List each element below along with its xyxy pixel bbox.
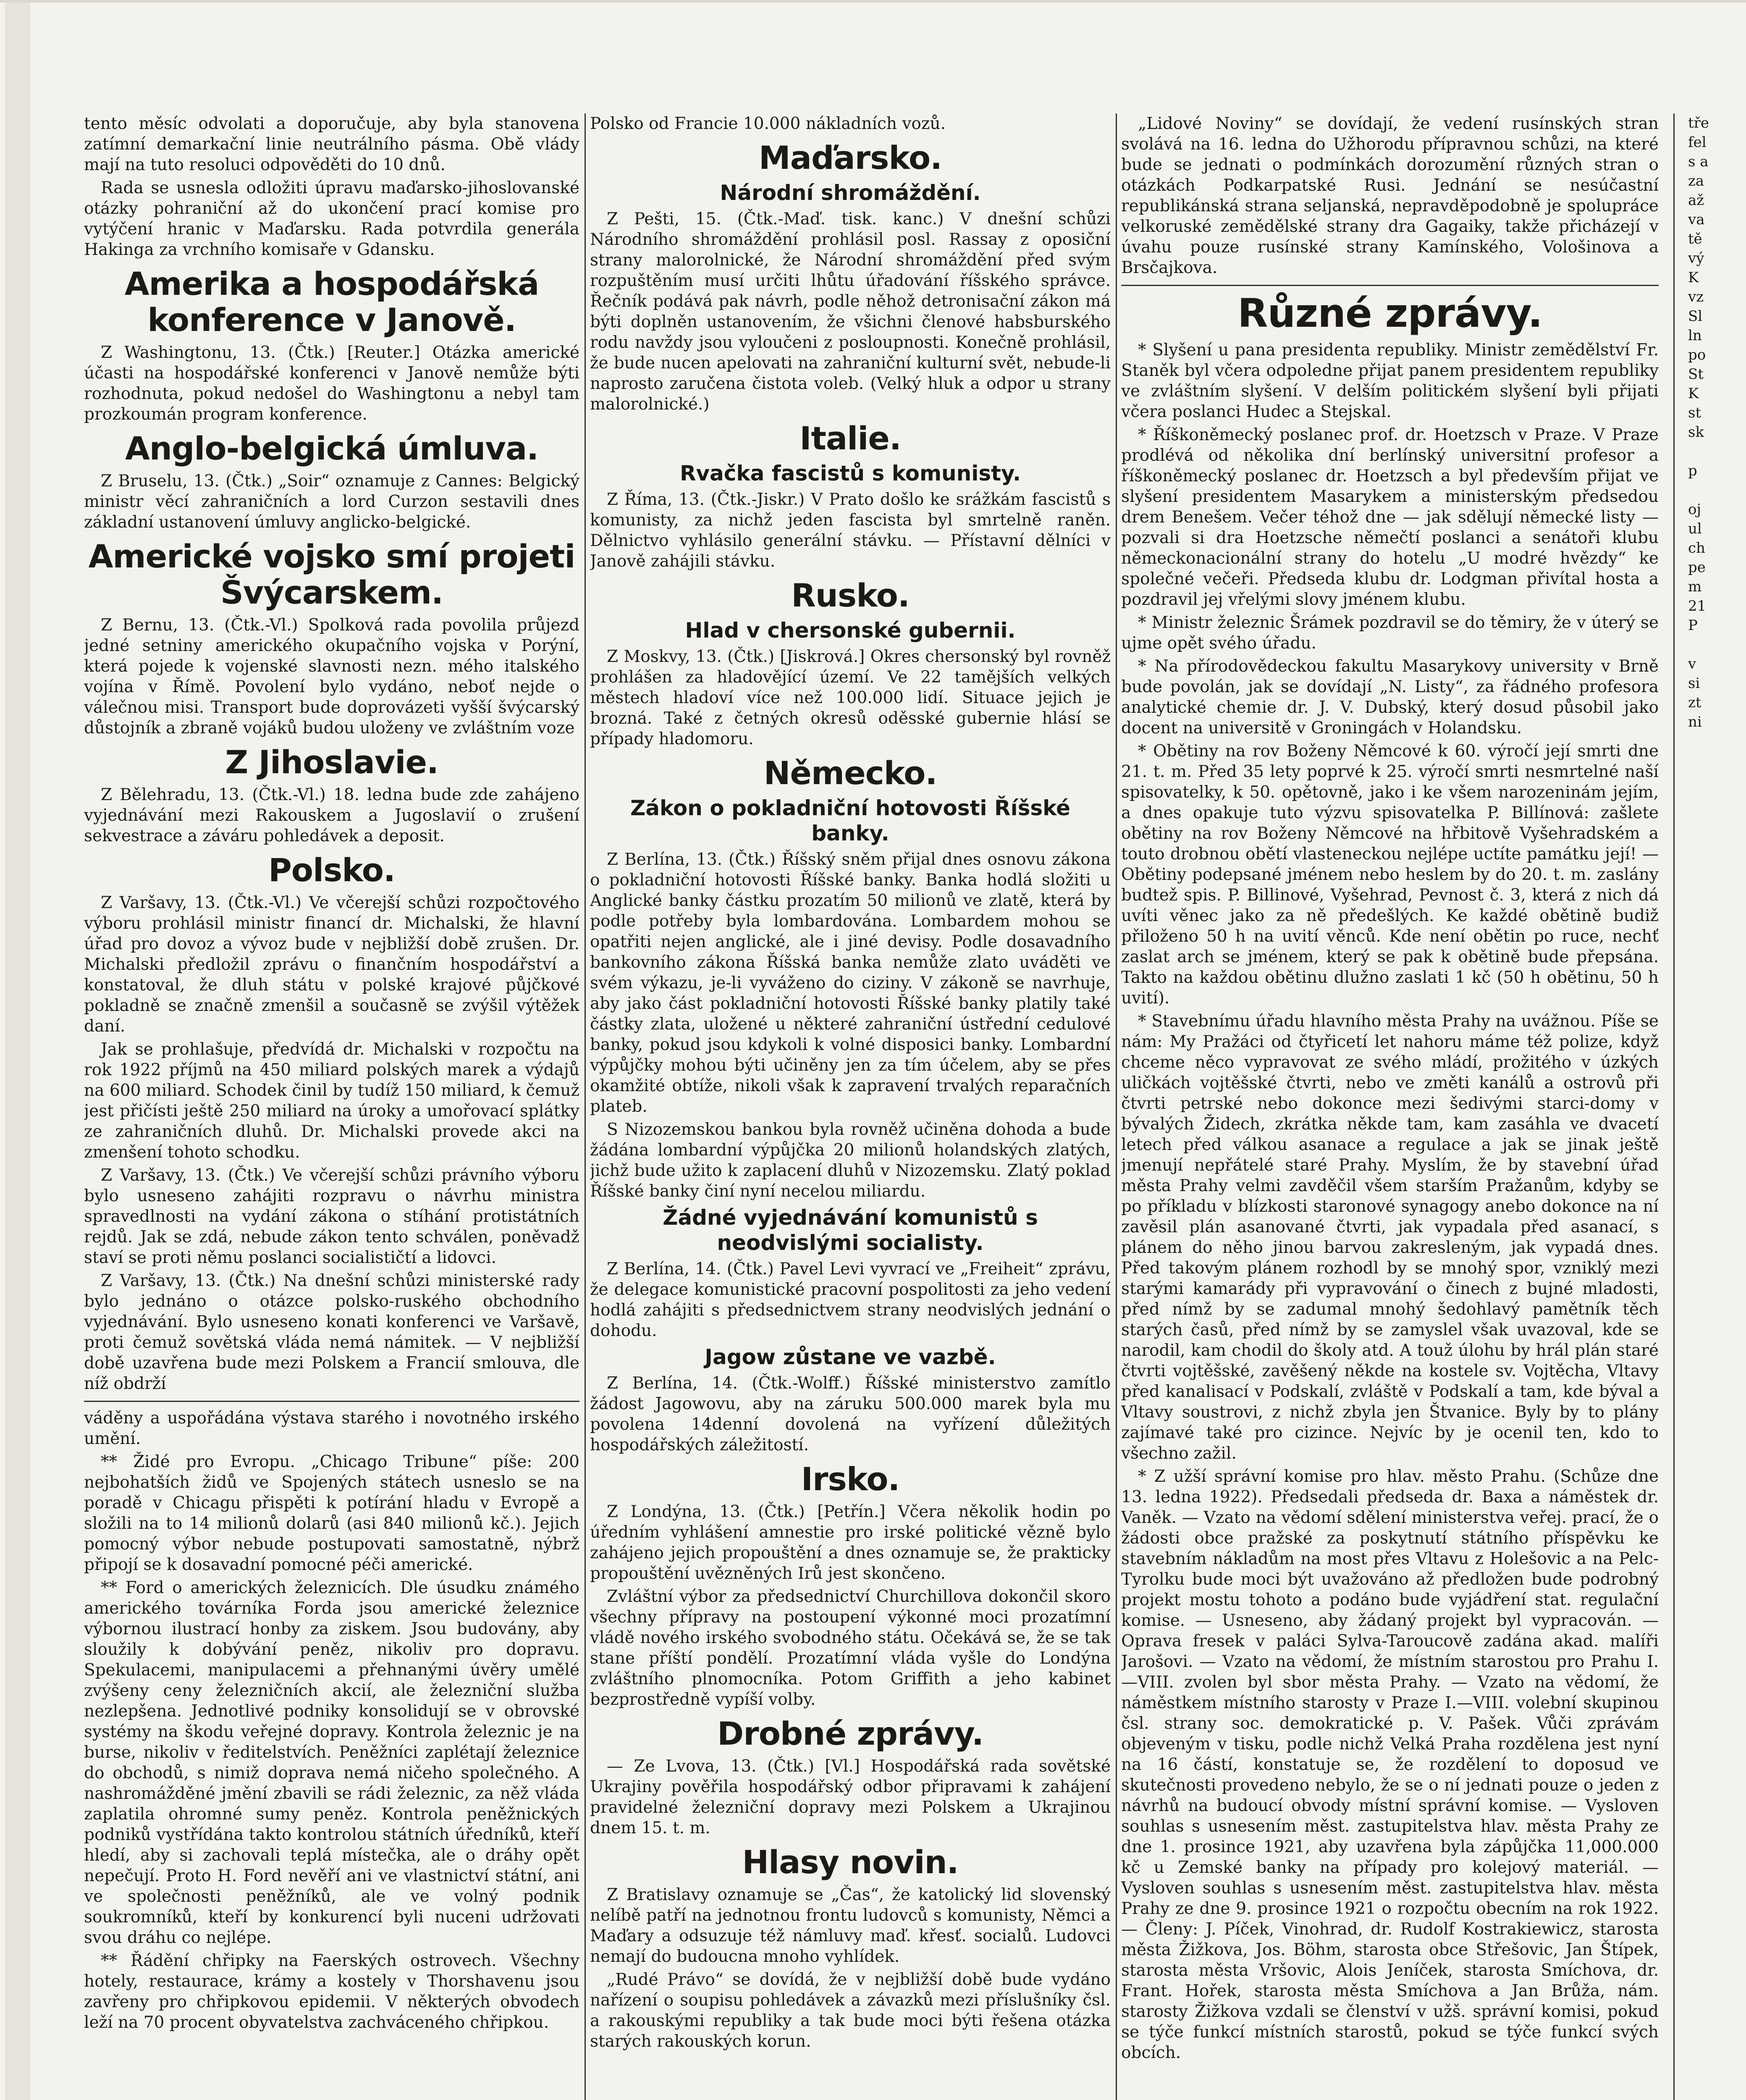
fragment-line — [1688, 1234, 1743, 1253]
fragment-line — [1688, 1717, 1743, 1736]
fragment-line — [1688, 1543, 1743, 1562]
fragment-line — [1688, 732, 1743, 751]
article-paragraph: Jak se prohlašuje, předvídá dr. Michalski v rozpočtu na rok 1922 příjmů na 450 miliard polských marek a výdajů na 600 miliard. Schodek činil by tudíž 150 miliard, k čemuž jest přičísti ještě 250 miliard na úroky a umořovací splátky ze zahraničních dluhů. Dr. Michalski provede akci na zmenšení tohoto schodku. — [84, 1040, 579, 1162]
fragment-line — [1688, 1099, 1743, 1118]
fragment-line — [1688, 1079, 1743, 1099]
article-paragraph: ** Ford o amerických železnicích. Dle úsudku známého amerického továrníka Forda jsou americké železnice výbornou ilustrací honby za ziskem. Jsou budovány, aby sloužily k dobývání peněz, nikoliv pro dopravu. Spekulacemi, manipulacemi a přehnanými úvěry umělé zvýšeny ceny železničních akcií, ale železniční služba nezlepšena. Jednotlivé podniky konsolidují se v obrovské systémy na škodu veřejné dopravy. Kontrola železnic je na burse, nikoliv v ředitelstvích. Peněžníci zaplétají železnice do obchodů, s nimiž doprava nemá ničeho společného. A nashromážděné jmění zbavili se rádi železnic, za něž vláda zaplatila ohromné sumy peněz. Kontrola peněžnických podniků vystřídána takto kontrolou státních úředníků, kteří hledí, aby si zachovali teplá místečka, ale o dráhy opět nepečují. Proto H. Ford nevěří ani ve vlastnictví státní, ani ve společnosti peněžníků, ale ve volný podnik soukromníků, kteří by konkurencí byli nuceni udržovati svou dráhu co nejlépe. — [84, 1578, 579, 1947]
article-paragraph: ** Židé pro Evropu. „Chicago Tribune“ píše: 200 nejbohatších židů ve Spojených státech usneslo se na poradě v Chicagu přispěti k potírání hladu v Evropě a složili na to 14 milionů dolarů (asi 840 milionů kč.). Jejich pomocný výbor nebude postupovati samostatně, nýbrž připojí se k dosavadní pomocné péči americké. — [84, 1452, 579, 1574]
fragment-line: s a — [1688, 153, 1709, 170]
column-3 — [1121, 113, 1659, 2100]
article-paragraph: Z Varšavy, 13. (Čtk.) Ve včerejší schůzi právního výboru bylo usneseno zahájiti rozpravu o návrhu ministra spravedlnosti na vydání zákona o stíhání protistátních rejdů. Jak se zdá, nebude zákon tento schválen, poněvadž staví se proti němu poslanci socialističtí a lidovci. — [84, 1166, 579, 1267]
fragment-line — [1688, 770, 1743, 790]
fragment-line: K — [1688, 269, 1699, 286]
fragment-line: tě — [1688, 231, 1702, 247]
headline-drobne-zpravy: Drobné zprávy. — [717, 1715, 983, 1752]
fragment-line: za — [1688, 173, 1704, 189]
fragment-line: St — [1688, 366, 1704, 383]
subheadline-hlad: Hlad v chersonské gubernii. — [685, 618, 1016, 643]
headline-irsko: Irsko. — [801, 1460, 900, 1498]
subheadline-zakon: Zákon o pokladniční hotovosti Říšské banky. — [630, 796, 1070, 845]
fragment-line — [1688, 1504, 1743, 1524]
fragment-line — [1688, 809, 1743, 828]
fragment-line — [1688, 1756, 1743, 1775]
fragment-line: fel — [1688, 134, 1707, 151]
article-paragraph: „Lidové Noviny“ se dovídají, že vedení rusínských stran svolává na 16. ledna do Užhorodu přípravnou schůzi, na které bude se jednati o podmínkách dorozumění různých stran o otázkách Podkarpatské Rusi. Jednání se nesúčastní republikánská strana seljanská, nepravděpodobně je spolupráce velkoruské zemědělské strany dra Gagaiky, takže přicházejí v úvahu pouze rusínské strany Kamínského, Vološinova a Brsčajkova. — [1121, 114, 1659, 277]
fragment-line — [1688, 2026, 1743, 2045]
fragment-line — [1688, 1872, 1743, 1891]
fragment-line — [1688, 828, 1743, 848]
column-1 — [84, 113, 579, 2100]
section-separator — [84, 1401, 579, 1402]
headline-americke-vojsko: Americké vojsko smí projeti Švýcarskem. — [88, 538, 575, 611]
section-separator — [1121, 285, 1659, 286]
article-paragraph: Polsko od Francie 10.000 nákladních vozů. — [590, 114, 946, 133]
fragment-line — [1688, 1833, 1743, 1852]
fragment-line: po — [1688, 346, 1706, 363]
headline-amerika: Amerika a hospodářská konference v Janově. — [124, 265, 539, 339]
fragment-line: Sl — [1688, 308, 1703, 325]
article-paragraph: * Z užší správní komise pro hlav. město Prahu. (Schůze dne 13. ledna 1922). Předsedali předseda dr. Baxa a náměstek dr. Vaněk. — Vzato na vědomí sdělení ministerstva veřej. prací, že o žádosti obce pražské za poskytnutí státního příspěvku ke stavebním nákladům na most přes Vltavu z Holešovic a na Pelc-Tyrolku bude moci být uvažováno až předložen bude podrobný projekt mostu tohoto a podáno bude vyjádření stat. regulační komise. — Usneseno, aby žádaný projekt byl vypracován. — Oprava fresek v paláci Sylva-Taroucově zadána akad. malíři Jarošovi. — Vzato na vědomí, že místním starostou pro Prahu I.—VIII. zvolen byl sbor města Prahy. — Vzato na vědomí, že náměstkem místního starosty v Praze I.—VIII. volební skupinou čsl. strany soc. demokratické p. V. Pašek. Vůči zprávám objeveným v tisku, podle nichž Velká Praha rozdělena jest nyní na 16 částí, konstatuje se, že rozdělení to doposud ve skutečnosti provedeno nebylo, že se o ní jednati pouze o jeden z návrhů na budoucí obvody místní správní komise. — Vysloven souhlas s usnesením měst. zastupitelstva hlav. města Prahy ze dne 1. prosince 1921, aby uzavřena byla zápůjčka 11,000.000 kč u Zemské banky na případy pro kolejový materiál. — Vysloven souhlas s usnesením měst. zastupitelstva hlav. města Prahy ze dne 9. prosince 1921 o rozpočtu obecním na rok 1922. — Členy: J. Píček, Vinohrad, dr. Rudolf Kostrakiewicz, starosta města Žižkova, Jos. Böhm, starosta obce Střešovic, Jan Štípek, starosta města Vršovic, Alois Jeníček, starosta Smíchova, dr. Frant. Hořek, starosta města Smíchova a Jan Brůža, nám. starosty Žižkova vzdali se členství v užš. správní komisi, pokud se týče funkcí místních starostů, pokud se týče funkcí svých obcích. — [1121, 1467, 1659, 2062]
fragment-line — [1688, 1485, 1743, 1504]
column-rule — [1116, 113, 1117, 2100]
article-paragraph: Z Washingtonu, 13. (Čtk.) [Reuter.] Otázka americké účasti na hospodářské konferenci v Janově nemůže býti rozhodnuta, pokud nedošel do Washingtonu a nebyl tam prozkoumán program konference. — [84, 343, 579, 424]
headline-ruzne-zpravy: Různé zprávy. — [1237, 291, 1542, 336]
article-paragraph: Z Bruselu, 13. (Čtk.) „Soir“ oznamuje z Cannes: Belgický ministr věcí zahraničních a lord Curzon sestavili dnes základní ustanovení úmluvy anglicko-belgické. — [84, 472, 579, 532]
article-paragraph: Z Pešti, 15. (Čtk.-Maď. tisk. kanc.) V dnešní schůzi Národního shromáždění prohlásil posl. Rassay z oposiční strany malorolnické, že Národní shromáždění před svým rozpuštěním musí určiti lhůtu úřadování říšského správce. Řečník podává pak návrh, podle něhož detronisační zákon má býti doplněn ustanovením, že všichni členové habsburského rodu navždy jsou vyloučeni z posloupnosti. Konečně prohlásil, že bude nucen apelovati na zahraniční kulturní svět, nebude-li naprosto zaručena čistota voleb. (Velký hluk a odpor u strany malorolnické.) — [590, 210, 1111, 414]
fragment-line — [1688, 1987, 1743, 2007]
fragment-line: m — [1688, 578, 1702, 595]
article-paragraph: Z Varšavy, 13. (Čtk.) Na dnešní schůzi ministerské rady bylo jednáno o otázce polsko-ruského obchodního vyjednávání. Bylo usneseno konati konferenci ve Varšavě, proti čemuž sovětská vláda nemá námitek. — V nejbližší době uzavřena bude mezi Polskem a Francií smlouva, dle níž obdrží — [84, 1271, 579, 1393]
fragment-line — [1688, 1582, 1743, 1601]
fragment-line — [1688, 1311, 1743, 1331]
fragment-line — [1688, 1929, 1743, 1949]
fragment-line — [1688, 1137, 1743, 1157]
article-paragraph: Z Říma, 13. (Čtk.-Jiskr.) V Prato došlo ke srážkám fascistů s komunisty, za nichž jeden fascista byl smrtelně raněn. Dělnictvo vyhlásilo generální stávku. — Přístavní dělníci v Janově zahájili stávku. — [590, 490, 1111, 571]
article-paragraph: * Říškoněmecký poslanec prof. dr. Hoetzsch v Praze. V Praze prodlévá od několika dní berlínský universitní profesor a říškoněmecký poslanec dr. Hoetzsch a byl především přijat ve slyšení presidentem Masarykem a ministerským předsedou drem Benešem. Večer téhož dne — jak sdělují německé listy — pozvali si dra Hoetzsche němečtí poslanci a senátoři klubu německonacionální strany do hotelu „U modré hvězdy“ ke společné večeři. Předseda klubu dr. Lodgman přivítal hosta a pozdravil jej vřelými slovy jménem klubu. — [1121, 425, 1659, 609]
fragment-line — [1688, 1678, 1743, 1698]
fragment-line — [1688, 1949, 1743, 1968]
fragment-line — [1688, 1118, 1743, 1137]
headline-nemecko: Německo. — [763, 754, 937, 792]
headline-polsko: Polsko. — [268, 851, 395, 889]
article-paragraph: Z Bělehradu, 13. (Čtk.-Vl.) 18. ledna bude zde zahájeno vyjednávání mezi Rakouskem a Jugoslavií o zrušení sekvestrace a záváru pohledávek a deposit. — [84, 785, 579, 845]
fragment-line — [1688, 963, 1743, 983]
fragment-line: vý — [1688, 250, 1704, 267]
fragment-line — [1688, 1640, 1743, 1659]
fragment-line — [1688, 442, 1743, 461]
fragment-line — [1688, 1408, 1743, 1427]
article-paragraph: Z Berlína, 14. (Čtk.-Wolff.) Říšské ministerstvo zamítlo žádost Jagowovu, aby na záruku 500.000 marek byla mu povolena 14denní dovolená na vyřízení důležitých hospodářských záležitostí. — [590, 1374, 1111, 1454]
fragment-line — [1688, 1698, 1743, 1717]
fragment-line — [1688, 1060, 1743, 1079]
fragment-line: ln — [1688, 327, 1702, 344]
fragment-line — [1688, 1369, 1743, 1389]
headline-anglo-belgicka: Anglo-belgická úmluva. — [125, 430, 539, 467]
fragment-line — [1688, 1157, 1743, 1176]
fragment-line — [1688, 1466, 1743, 1485]
fragment-line — [1688, 886, 1743, 906]
fragment-line — [1688, 2065, 1743, 2084]
column-2 — [590, 113, 1111, 2100]
top-edge — [0, 0, 1746, 3]
fragment-line — [1688, 983, 1743, 1002]
fragment-line — [1688, 1775, 1743, 1794]
fragment-line — [1688, 1562, 1743, 1582]
article-paragraph: — Ze Lvova, 13. (Čtk.) [Vl.] Hospodářská rada sovětské Ukrajiny pověřila hospodářský odbor připravami k zahájení pravidelné železniční dopravy mezi Polskem a Ukrajinou dnem 15. t. m. — [590, 1757, 1111, 1838]
fragment-line: si — [1688, 675, 1700, 692]
article-paragraph: Z Bernu, 13. (Čtk.-Vl.) Spolková rada povolila průjezd jedné setniny amerického okupačního vojska v Porýní, která pojede k vojenské slavnosti nezn. mého italského vojína v Římě. Povolení bylo vydáno, neboť nejde o válečnou misi. Transport bude doprovázeti vyšší švýcarský důstojník a zbraně vojáků budou uloženy ve zvláštním voze — [84, 616, 579, 738]
article-paragraph: Z Bratislavy oznamuje se „Čas“, že katolický lid slovenský nelíbě patří na jednotnou frontu ludovců s komunisty, Němci a Maďary a odsuzuje též námluvy maď. křesť. socialů. Ludovci nemají do budoucna mnoho vyhlídek. — [590, 1885, 1111, 1966]
fragment-line — [1688, 1891, 1743, 1910]
subheadline-rvacka: Rvačka fascistů s komunisty. — [679, 461, 1021, 486]
fragment-line: oj — [1688, 501, 1701, 518]
fragment-line: až — [1688, 192, 1704, 209]
article-paragraph: Z Varšavy, 13. (Čtk.-Vl.) Ve včerejší schůzi rozpočtového výboru prohlásil ministr financí dr. Michalski, že hlavní úřad pro dovoz a vývoz bude v nejbližší době zrušen. Dr. Michalski předložil zprávu o finančním hospodářství a konstatoval, že dluh státu v polské krajové půjčkové pokladně se značně zmenšil a současně se zvýšil výtěžek daní. — [84, 893, 579, 1036]
article-paragraph: * Stavebnímu úřadu hlavního města Prahy na uvážnou. Píše se nám: My Pražáci od čtyřicetí let nahoru máme též polize, když chceme něco vypravovat ze svého mládí, prožitého v úzkých uličkách vojtěšské čtvrti, nebo ve změti kanálů a ostrovů při čtvrti petrské nebo dokonce mezi šedivými starci-domy v bývalých Židech, zkrátka někde tam, kam zasáhla ve dvacetí letech před válkou asanace a regulace a jak se jinak ještě jmenují nepřátelé staré Prahy. Myslím, že by stavební úřad města Prahy velmi zavděčil všem starším Pražanům, kdyby se po příkladu v blízkosti staronové synagogy anebo dokonce na ní zavěsil plán asanované čtvrti, jak vypadala před asanací, s plánem do něho jinou barvou zakresleným, jak vypadá dnes. Před takovým plánem rozhodl by se mnohý spor, vzniklý mezi starými kamarády při vypravování o činech z bujné mladosti, před nímž by se zadumal mnohý šedohlavý pamětník těch starých časů, před nímž by se zamyslel však uvazoval, kde se narodil, kam chodil do školy atd. A touž úlohu by hrál plán staré čtvrti vojtěšské, zavěšený někde na kostele sv. Vojtěcha, Vltavy před kanalisací v Podskalí, zvláště v Podskalí a tam, kde býval a Vltavy soustrovi, z nichž zbyla jen Štvanice. Byly by to plány zajímavé také pro cizince. Nejvíc by je ocenil ten, kdo to všechno zažil. — [1121, 1012, 1659, 1463]
page-edge-stain — [5, 0, 30, 2100]
headline-hlasy-novin: Hlasy novin. — [742, 1843, 959, 1881]
fragment-line — [1688, 1331, 1743, 1350]
fragment-line — [1688, 944, 1743, 963]
fragment-line: ni — [1688, 714, 1702, 730]
fragment-line: st — [1688, 404, 1701, 421]
fragment-line — [1688, 1002, 1743, 1021]
fragment-line — [1688, 1659, 1743, 1678]
fragment-line — [1688, 2084, 1743, 2100]
subheadline-zadne-vyjednavani: Žádné vyjednávání komunistů s neodvislými socialisty. — [663, 1205, 1038, 1255]
fragment-line: K — [1688, 385, 1699, 402]
article-paragraph: Rada se usnesla odložiti úpravu maďarsko-jihoslovanské otázky pohraniční až do ukončení prací komise pro vytýčení hranic v Maďarsku. Rada potvrdila generála Hakinga za vrchního komisaře v Gdansku. — [84, 178, 579, 259]
fragment-line — [1688, 635, 1743, 654]
headline-madarsko: Maďarsko. — [759, 139, 942, 176]
fragment-line — [1688, 1814, 1743, 1833]
fragment-line: tře — [1688, 115, 1709, 131]
fragment-line: pe — [1688, 559, 1706, 576]
fragment-line — [1688, 1195, 1743, 1215]
fragment-line — [1688, 1176, 1743, 1195]
article-paragraph: tento měsíc odvolati a doporučuje, aby byla stanovena zatímní demarkační linie neutrálního pásma. Obě vlády mají na tuto resoluci odpověděti do 10 dnů. — [84, 114, 579, 174]
article-paragraph: * Na přírodovědeckou fakultu Masarykovy university v Brně bude povolán, jak se dovídají „N. Listy“, za řádného profesora analytické chemie dr. J. V. Dubský, který dosud působil jako docent na universitě v Groningách v Holandsku. — [1121, 657, 1659, 738]
article-paragraph: * Ministr železnic Šrámek pozdravil se do těmiry, že v úterý se ujme opět svého úřadu. — [1121, 613, 1659, 653]
fragment-line — [1688, 1273, 1743, 1292]
column-rule — [1673, 113, 1675, 2100]
fragment-line — [1688, 751, 1743, 770]
article-paragraph: * Slyšení u pana presidenta republiky. Ministr zemědělství Fr. Staněk byl včera odpoledne přijat panem presidentem republiky ve zvláštním slyšení. V delším politickém slyšení byli přijati včera poslanci Hudec a Stejskal. — [1121, 341, 1659, 421]
headline-italie: Italie. — [800, 420, 901, 457]
fragment-line — [1688, 1524, 1743, 1543]
article-paragraph: Z Berlína, 14. (Čtk.) Pavel Levi vyvrací ve „Freiheit“ zprávu, že delegace komunistické pracovní pospolitosti za jeho vedení hodlá zahájiti s předsednictvem strany neodvislých jednání o dohodu. — [590, 1260, 1111, 1340]
fragment-line — [1688, 1215, 1743, 1234]
fragment-line: sk — [1688, 424, 1704, 441]
fragment-line — [1688, 906, 1743, 925]
fragment-line — [1688, 480, 1743, 500]
fragment-line — [1688, 1389, 1743, 1408]
fragment-line — [1688, 1620, 1743, 1640]
fragment-line — [1688, 867, 1743, 886]
article-paragraph: S Nizozemskou bankou byla rovněž učiněna dohoda a bude žádána lombardní výpůjčka 20 milionů holandských zlatých, jichž bude užito k zaplacení dluhů v Nizozemsku. Zlatý poklad Říšské banky činí nyní necelou miliardu. — [590, 1120, 1111, 1201]
fragment-line — [1688, 1041, 1743, 1060]
column-rule — [585, 113, 586, 2100]
subheadline-jagow: Jagow zůstane ve vazbě. — [705, 1345, 996, 1369]
article-paragraph: Z Moskvy, 13. (Čtk.) [Jiskrová.] Okres chersonský byl rovněž prohlášen za hladovějící území. Ve 22 tamějších velkých městech hladoví více než 100.000 lidí. Situace jejich je brozná. Také z četných okresů oděsské gubernie hlásí se případy hladomoru. — [590, 647, 1111, 748]
fragment-line — [1688, 1427, 1743, 1446]
fragment-line — [1688, 1021, 1743, 1041]
article-paragraph: „Rudé Právo“ se dovídá, že v nejbližší době bude vydáno nařízení o soupisu pohledávek a závazků mezi příslušníky čsl. a rakouskými republiky a tak bude moci býti řešena otázka starých rakouských korun. — [590, 1970, 1111, 2051]
fragment-line — [1688, 848, 1743, 867]
article-paragraph: Z Berlína, 13. (Čtk.) Říšský sněm přijal dnes osnovu zákona o pokladniční hotovosti Říšské banky. Banka hodlá složiti u Anglické banky částku prozatím 50 milionů ve zlatě, která by podle potřeby byla lombardována. Lombardem mohou se opatřiti nejen anglické, ale i jiné devisy. Podle dosavadního bankovního zákona Říšská banka nemůže zlato uváděti ve svém výkazu, je-li vyváženo do ciziny. V zákoně se navrhuje, aby jako část pokladniční hotovosti Říšské banky platily také částky zlata, uložené u některé zahraniční ústřední cedulové banky, pokud jsou kdykoli k volné disposici banky. Lombardní výpůjčky mohou býti učiněny jen za tím účelem, aby se přes okamžité obtíže, nikoli však k zapravení trvalých reparačních plateb. — [590, 850, 1111, 1116]
fragment-line: zt — [1688, 694, 1701, 711]
article-paragraph: váděny a uspořádána výstava starého i novotného irského umění. — [84, 1409, 579, 1448]
fragment-line — [1688, 1852, 1743, 1872]
fragment-line — [1688, 925, 1743, 944]
fragment-line — [1688, 1446, 1743, 1466]
fragment-line — [1688, 790, 1743, 809]
fragment-line — [1688, 1601, 1743, 1620]
fragment-line: 21 — [1688, 598, 1707, 614]
subheadline-narodni-shromazdeni: Národní shromáždění. — [720, 181, 981, 205]
fragment-line — [1688, 1968, 1743, 1987]
fragment-line — [1688, 1253, 1743, 1273]
headline-rusko: Rusko. — [791, 577, 910, 614]
article-paragraph: Zvláštní výbor za předsednictví Churchillova dokončil skoro všechny přípravy na postoupení výkonné moci prozatímní vládě nového irského svobodného státu. Očekává se, že se tak stane příští pondělí. Prozatímní vláda vyšle do Londýna zvláštního plnomocníka. Potom Griffith a jeho kabinet bezprostředně vypíší volby. — [590, 1587, 1111, 1709]
fragment-line — [1688, 1794, 1743, 1814]
fragment-line — [1688, 2007, 1743, 2026]
fragment-line: ch — [1688, 540, 1705, 556]
article-paragraph: * Obětiny na rov Boženy Němcové k 60. výročí její smrti dne 21. t. m. Před 35 lety poprvé k 25. výročí smrti nesmrtelné naší spisovatelky, k 50. opětovně, jako i ke všem narozeninám jejím, a dnes opakuje tuto výzvu spisovatelka P. Billínová: zašlete obětiny na rov Boženy Němcové na hřbitově Vyšehradském a touto drobnou obětí vlasteneckou nejlépe uctíte památku její! — Obětiny podepsané jménem nebo heslem by do 20. t. m. zaslány budtež spis. P. Billinové, Vyšehrad, Pevnost č. 3, která z nich dá uvíti věnec jako za ně předešlých. Ke každé obětině budiž přiloženo 50 h na uvití věnců. Kde není obětin po ruce, nechť zaslat arch se jménem, který se pak k obětině bude přepsána. Takto na každou obětinu dlužno zaslati 1 kč (50 h obětinu, 50 h uvití). — [1121, 742, 1659, 1008]
fragment-line: v — [1688, 656, 1696, 672]
fragment-line — [1688, 1736, 1743, 1756]
fragment-line: ul — [1688, 520, 1702, 537]
fragment-line: p — [1688, 462, 1697, 479]
fragment-line — [1688, 1292, 1743, 1311]
fragment-line: va — [1688, 211, 1705, 228]
article-paragraph: ** Řádění chřipky na Faerských ostrovech. Všechny hotely, restaurace, krámy a kostely v Thorshavenu jsou zavřeny pro chřipkovou epidemii. V některých obvodech leží na 70 procent obyvatelstva zachváceného chřipkou. — [84, 1951, 579, 2032]
fragment-line: vz — [1688, 289, 1704, 305]
headline-jihoslavie: Z Jihoslavie. — [225, 743, 438, 781]
column-4-fragment — [1688, 113, 1743, 2100]
article-paragraph: Z Londýna, 13. (Čtk.) [Petřín.] Včera několik hodin po úředním vyhlášení amnestie pro irské politické vězně bylo zahájeno jejich propouštění a dnes oznamuje se, že prakticky propouštění uvězněných Irů jest skončeno. — [590, 1502, 1111, 1583]
fragment-line — [1688, 1910, 1743, 1929]
fragment-line — [1688, 2045, 1743, 2065]
fragment-line — [1688, 1350, 1743, 1369]
fragment-line: P — [1688, 617, 1698, 634]
